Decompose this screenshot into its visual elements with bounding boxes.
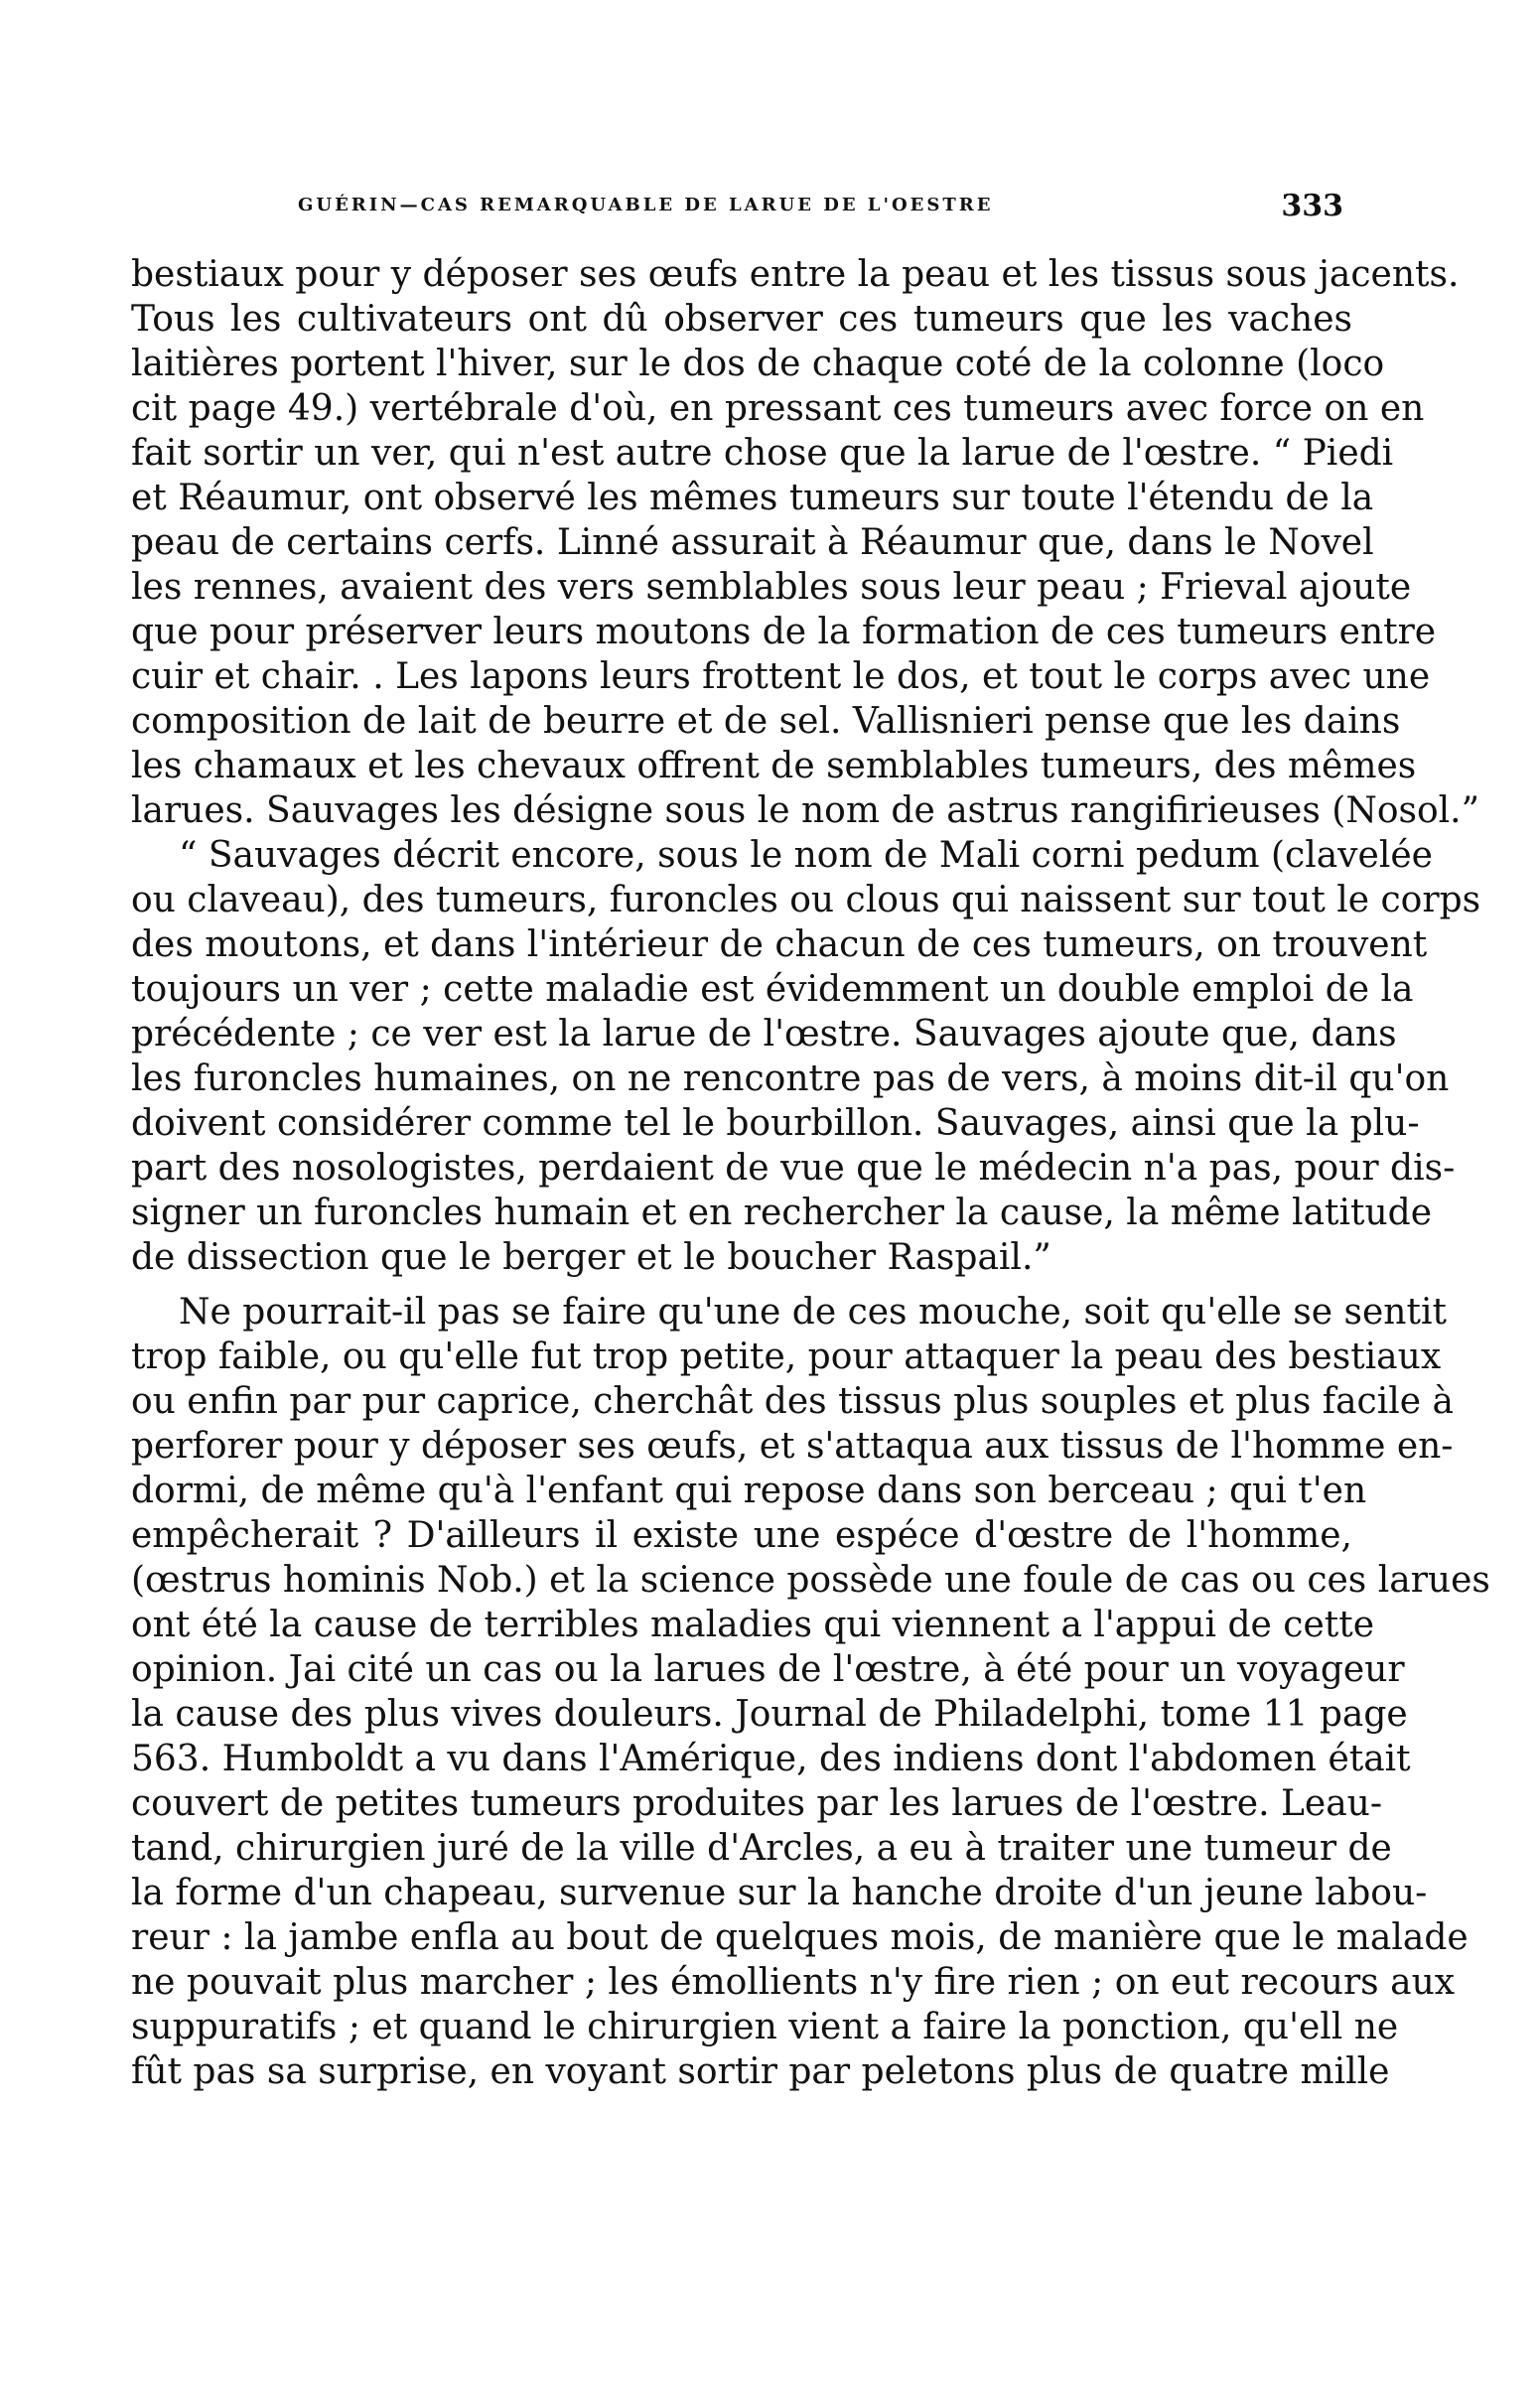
text-line: “ Sauvages décrit encore, sous le nom de Mali corni pedum (clavelée	[179, 835, 1433, 876]
text-line: peau de certains cerfs. Linné assurait à Réaumur que, dans le Novel	[131, 522, 1374, 563]
paragraph	[131, 252, 1479, 833]
text-line: composition de lait de beurre et de sel. Vallisnieri pense que les dains	[131, 701, 1401, 742]
text-line: suppuratifs ; et quand le chirurgien vient a faire la ponction, qu'ell ne	[131, 2007, 1399, 2047]
text-line: et Réaumur, ont observé les mêmes tumeurs sur toute l'étendu de la	[131, 478, 1374, 518]
text-line: part des nosologistes, perdaient de vue que le médecin n'a pas, pour dis-	[131, 1148, 1456, 1189]
text-line: bestiaux pour y déposer ses œufs entre la peau et les tissus sous jacents.	[131, 254, 1460, 295]
text-line: les furoncles humaines, on ne rencontre pas de vers, à moins dit-il qu'on	[131, 1058, 1450, 1099]
paragraph	[131, 833, 1481, 1280]
text-line: dormi, de même qu'à l'enfant qui repose dans son berceau ; qui t'en	[131, 1471, 1367, 1511]
text-line: ont été la cause de terribles maladies qui viennent a l'appui de cette	[131, 1605, 1375, 1645]
text-line: Tous les cultivateurs ont dû observer ces tumeurs que les vaches	[131, 299, 1352, 340]
text-line: laitières portent l'hiver, sur le dos de chaque coté de la colonne (loco	[131, 344, 1385, 384]
text-line: 563. Humboldt a vu dans l'Amérique, des indiens dont l'abdomen était	[131, 1739, 1411, 1779]
text-line: doivent considérer comme tel le bourbillon. Sauvages, ainsi que la plu-	[131, 1103, 1420, 1144]
body-text	[131, 252, 1490, 2094]
text-line: les rennes, avaient des vers semblables sous leur peau ; Frieval ajoute	[131, 567, 1412, 608]
text-line: perforer pour y déposer ses œufs, et s'attaqua aux tissus de l'homme en-	[131, 1426, 1454, 1467]
text-line: des moutons, et dans l'intérieur de chacun de ces tumeurs, on trouvent	[131, 924, 1428, 965]
text-line: reur : la jambe enfla au bout de quelques mois, de manière que le malade	[131, 1917, 1469, 1958]
text-line: (œstrus hominis Nob.) et la science possède une foule de cas ou ces larues	[131, 1560, 1490, 1601]
text-line: précédente ; ce ver est la larue de l'œstre. Sauvages ajoute que, dans	[131, 1014, 1397, 1055]
text-line: les chamaux et les chevaux offrent de semblables tumeurs, des mêmes	[131, 746, 1417, 786]
text-line: fait sortir un ver, qui n'est autre chose que la larue de l'œstre. “ Piedi	[131, 433, 1394, 474]
text-line: cit page 49.) vertébrale d'où, en pressant ces tumeurs avec force on en	[131, 388, 1425, 429]
text-line: fût pas sa surprise, en voyant sortir par peletons plus de quatre mille	[131, 2051, 1390, 2092]
running-header: GUÉRIN—CAS REMARQUABLE DE LARUE DE L'OESTRE	[298, 195, 994, 215]
text-line: ou claveau), des tumeurs, furoncles ou clous qui naissent sur tout le corps	[131, 880, 1481, 920]
text-line: Ne pourrait-il pas se faire qu'une de ces mouche, soit qu'elle se sentit	[179, 1292, 1447, 1333]
text-line: que pour préserver leurs moutons de la formation de ces tumeurs entre	[131, 612, 1437, 652]
text-line: signer un furoncles humain et en rechercher la cause, la même latitude	[131, 1193, 1433, 1233]
text-line: larues. Sauvages les désigne sous le nom de astrus rangifirieuses (Nosol.”	[131, 790, 1479, 831]
text-line: tand, chirurgien juré de la ville d'Arcles, a eu à traiter une tumeur de	[131, 1828, 1392, 1869]
text-line: de dissection que le berger et le boucher Raspail.”	[131, 1237, 1051, 1278]
text-line: opinion. Jai cité un cas ou la larues de l'œstre, à été pour un voyageur	[131, 1649, 1405, 1690]
text-line: trop faible, ou qu'elle fut trop petite, pour attaquer la peau des bestiaux	[131, 1336, 1442, 1377]
text-line: toujours un ver ; cette maladie est évidemment un double emploi de la	[131, 969, 1414, 1010]
text-line: couvert de petites tumeurs produites par les larues de l'œstre. Leau-	[131, 1783, 1383, 1824]
paragraph	[131, 1290, 1490, 2094]
text-line: empêcherait ? D'ailleurs il existe une espéce d'œstre de l'homme,	[131, 1515, 1352, 1556]
page-number: 333	[1281, 189, 1343, 223]
text-line: la forme d'un chapeau, survenue sur la hanche droite d'un jeune labou-	[131, 1873, 1428, 1913]
text-line: ne pouvait plus marcher ; les émollients n'y fire rien ; on eut recours aux	[131, 1962, 1456, 2003]
text-line: cuir et chair. . Les lapons leurs frottent le dos, et tout le corps avec une	[131, 656, 1431, 697]
text-line: la cause des plus vives douleurs. Journal de Philadelphi, tome 11 page	[131, 1694, 1408, 1735]
text-line: ou enfin par pur caprice, cherchât des tissus plus souples et plus facile à	[131, 1381, 1454, 1422]
